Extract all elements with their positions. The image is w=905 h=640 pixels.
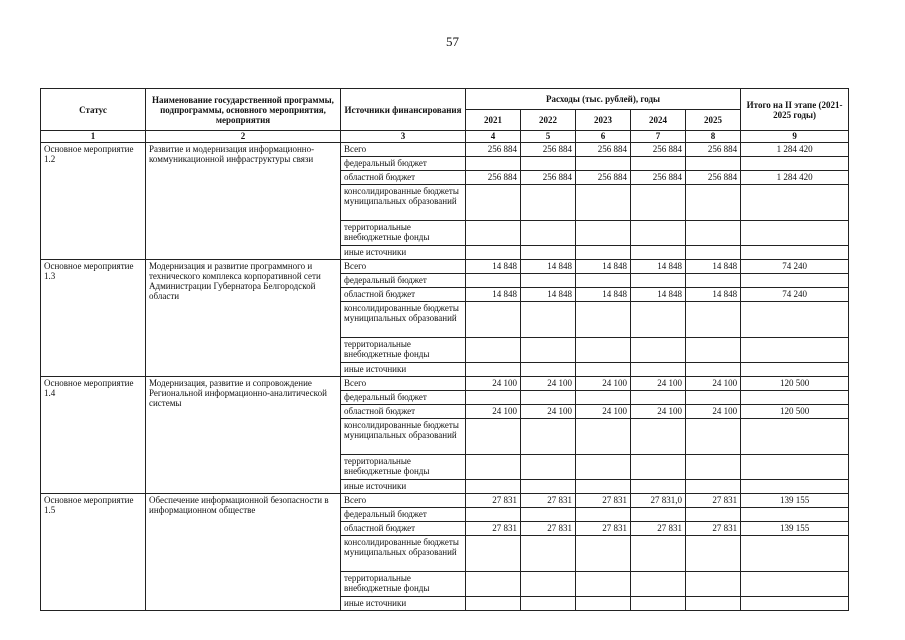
row-total-value bbox=[741, 572, 849, 597]
row-year-value bbox=[521, 391, 576, 405]
row-year-value bbox=[576, 419, 631, 455]
row-year-value bbox=[631, 157, 686, 171]
row-total-value bbox=[741, 455, 849, 480]
page-number: 57 bbox=[446, 34, 459, 49]
row-year-value bbox=[686, 480, 741, 494]
row-year-value bbox=[631, 508, 686, 522]
row-year-value bbox=[576, 246, 631, 260]
row-year-value bbox=[466, 246, 521, 260]
row-year-value bbox=[631, 455, 686, 480]
row-source: областной бюджет bbox=[341, 171, 466, 185]
row-year-value bbox=[521, 221, 576, 246]
row-status: Основное мероприятие 1.4 bbox=[41, 377, 146, 494]
row-year-value bbox=[631, 597, 686, 611]
table-body bbox=[41, 143, 849, 611]
row-total-value: 120 500 bbox=[741, 377, 849, 391]
row-source: областной бюджет bbox=[341, 405, 466, 419]
row-year-value bbox=[466, 597, 521, 611]
row-year-value bbox=[466, 572, 521, 597]
row-year-value: 256 884 bbox=[466, 143, 521, 157]
row-year-value: 14 848 bbox=[466, 288, 521, 302]
row-year-value: 256 884 bbox=[521, 171, 576, 185]
row-year-value bbox=[576, 302, 631, 338]
row-year-value bbox=[686, 221, 741, 246]
row-source: областной бюджет bbox=[341, 288, 466, 302]
row-year-value bbox=[631, 391, 686, 405]
table-row bbox=[41, 377, 849, 391]
row-year-value bbox=[576, 508, 631, 522]
row-year-value: 24 100 bbox=[521, 405, 576, 419]
row-year-value bbox=[686, 419, 741, 455]
row-year-value bbox=[466, 221, 521, 246]
row-source: федеральный бюджет bbox=[341, 274, 466, 288]
row-year-value bbox=[521, 508, 576, 522]
row-year-value bbox=[631, 246, 686, 260]
row-source: Всего bbox=[341, 494, 466, 508]
row-year-value: 14 848 bbox=[631, 288, 686, 302]
row-year-value bbox=[686, 274, 741, 288]
row-status: Основное мероприятие 1.2 bbox=[41, 143, 146, 260]
row-total-value bbox=[741, 274, 849, 288]
row-source: Всего bbox=[341, 143, 466, 157]
row-year-value bbox=[576, 338, 631, 363]
row-source: иные источники bbox=[341, 246, 466, 260]
row-year-value: 14 848 bbox=[686, 260, 741, 274]
row-year-value: 27 831 bbox=[466, 522, 521, 536]
header-sources: Источники финансирования bbox=[341, 89, 466, 131]
row-year-value bbox=[521, 536, 576, 572]
column-number: 5 bbox=[521, 131, 576, 143]
row-year-value: 14 848 bbox=[631, 260, 686, 274]
row-year-value bbox=[576, 157, 631, 171]
row-year-value bbox=[466, 302, 521, 338]
row-year-value bbox=[521, 597, 576, 611]
row-year-value: 27 831 bbox=[576, 522, 631, 536]
row-year-value: 256 884 bbox=[686, 171, 741, 185]
row-year-value bbox=[631, 419, 686, 455]
row-year-value bbox=[686, 536, 741, 572]
row-year-value bbox=[576, 363, 631, 377]
header-status: Статус bbox=[41, 89, 146, 131]
table-row bbox=[41, 143, 849, 157]
row-year-value bbox=[631, 536, 686, 572]
row-year-value bbox=[576, 274, 631, 288]
row-year-value bbox=[576, 455, 631, 480]
row-total-value: 139 155 bbox=[741, 522, 849, 536]
row-source: территориальные внебюджетные фонды bbox=[341, 572, 466, 597]
row-source: Всего bbox=[341, 260, 466, 274]
row-total-value bbox=[741, 157, 849, 171]
column-number: 1 bbox=[41, 131, 146, 143]
row-year-value: 24 100 bbox=[686, 405, 741, 419]
row-total-value bbox=[741, 246, 849, 260]
row-year-value bbox=[686, 185, 741, 221]
row-total-value bbox=[741, 419, 849, 455]
row-year-value bbox=[466, 185, 521, 221]
row-source: Всего bbox=[341, 377, 466, 391]
row-total-value bbox=[741, 391, 849, 405]
row-year-value: 24 100 bbox=[686, 377, 741, 391]
row-year-value bbox=[576, 185, 631, 221]
row-year-value: 27 831 bbox=[521, 494, 576, 508]
row-year-value bbox=[466, 391, 521, 405]
row-program-name: Модернизация, развитие и сопровождение Региональной информационно-аналитической системы bbox=[146, 377, 341, 494]
row-year-value: 256 884 bbox=[576, 143, 631, 157]
row-source: территориальные внебюджетные фонды bbox=[341, 338, 466, 363]
row-year-value bbox=[466, 274, 521, 288]
row-source: территориальные внебюджетные фонды bbox=[341, 221, 466, 246]
row-year-value bbox=[466, 419, 521, 455]
column-number: 6 bbox=[576, 131, 631, 143]
row-year-value bbox=[521, 419, 576, 455]
row-year-value bbox=[466, 455, 521, 480]
column-number: 8 bbox=[686, 131, 741, 143]
row-year-value bbox=[576, 536, 631, 572]
row-year-value: 256 884 bbox=[576, 171, 631, 185]
row-year-value bbox=[686, 302, 741, 338]
row-program-name: Обеспечение информационной безопасности в информационном обществе bbox=[146, 494, 341, 611]
row-total-value bbox=[741, 302, 849, 338]
row-year-value: 256 884 bbox=[466, 171, 521, 185]
row-total-value: 74 240 bbox=[741, 260, 849, 274]
row-source: иные источники bbox=[341, 363, 466, 377]
row-total-value bbox=[741, 338, 849, 363]
row-year-value bbox=[686, 246, 741, 260]
row-year-value bbox=[521, 363, 576, 377]
header-year: 2023 bbox=[576, 110, 631, 131]
row-year-value: 27 831 bbox=[631, 522, 686, 536]
row-source: консолидированные бюджеты муниципальных образований bbox=[341, 536, 466, 572]
row-source: консолидированные бюджеты муниципальных образований bbox=[341, 302, 466, 338]
row-year-value bbox=[631, 302, 686, 338]
row-year-value bbox=[576, 391, 631, 405]
row-total-value: 1 284 420 bbox=[741, 171, 849, 185]
row-year-value bbox=[686, 391, 741, 405]
row-total-value bbox=[741, 185, 849, 221]
row-year-value: 256 884 bbox=[521, 143, 576, 157]
row-year-value bbox=[521, 572, 576, 597]
column-number: 9 bbox=[741, 131, 849, 143]
row-year-value: 27 831 bbox=[686, 494, 741, 508]
row-year-value: 27 831 bbox=[686, 522, 741, 536]
row-year-value bbox=[576, 221, 631, 246]
row-source: федеральный бюджет bbox=[341, 391, 466, 405]
budget-table bbox=[40, 88, 849, 611]
row-year-value: 14 848 bbox=[466, 260, 521, 274]
row-source: иные источники bbox=[341, 597, 466, 611]
row-year-value bbox=[686, 597, 741, 611]
header-year: 2025 bbox=[686, 110, 741, 131]
row-year-value: 24 100 bbox=[521, 377, 576, 391]
row-year-value bbox=[576, 480, 631, 494]
row-year-value bbox=[631, 185, 686, 221]
row-year-value: 27 831,0 bbox=[631, 494, 686, 508]
row-source: территориальные внебюджетные фонды bbox=[341, 455, 466, 480]
row-total-value bbox=[741, 536, 849, 572]
row-year-value: 27 831 bbox=[521, 522, 576, 536]
header-expenses: Расходы (тыс. рублей), годы bbox=[466, 89, 741, 110]
row-year-value bbox=[521, 338, 576, 363]
row-year-value bbox=[686, 157, 741, 171]
row-year-value bbox=[686, 338, 741, 363]
row-status: Основное мероприятие 1.5 bbox=[41, 494, 146, 611]
row-year-value: 24 100 bbox=[466, 405, 521, 419]
row-total-value bbox=[741, 363, 849, 377]
row-year-value: 24 100 bbox=[576, 405, 631, 419]
row-year-value bbox=[631, 572, 686, 597]
header-year: 2024 bbox=[631, 110, 686, 131]
row-year-value: 14 848 bbox=[521, 260, 576, 274]
row-year-value: 14 848 bbox=[686, 288, 741, 302]
row-source: федеральный бюджет bbox=[341, 508, 466, 522]
row-status: Основное мероприятие 1.3 bbox=[41, 260, 146, 377]
row-year-value bbox=[466, 363, 521, 377]
row-year-value bbox=[686, 508, 741, 522]
row-year-value: 256 884 bbox=[686, 143, 741, 157]
row-year-value bbox=[521, 185, 576, 221]
row-source: консолидированные бюджеты муниципальных образований bbox=[341, 185, 466, 221]
row-year-value bbox=[466, 508, 521, 522]
row-source: федеральный бюджет bbox=[341, 157, 466, 171]
header-program-name: Наименование государственной программы, подпрограммы, основного мероприятия, мероприятия bbox=[146, 89, 341, 131]
row-year-value bbox=[466, 480, 521, 494]
row-total-value: 139 155 bbox=[741, 494, 849, 508]
row-total-value bbox=[741, 508, 849, 522]
row-year-value bbox=[466, 157, 521, 171]
column-number: 2 bbox=[146, 131, 341, 143]
row-year-value bbox=[631, 338, 686, 363]
row-program-name: Модернизация и развитие программного и технического комплекса корпоративной сети Администрации Губернатора Белгородской области bbox=[146, 260, 341, 377]
table-row bbox=[41, 494, 849, 508]
row-year-value bbox=[686, 363, 741, 377]
column-number: 7 bbox=[631, 131, 686, 143]
row-year-value: 256 884 bbox=[631, 171, 686, 185]
row-total-value: 120 500 bbox=[741, 405, 849, 419]
row-year-value: 24 100 bbox=[631, 405, 686, 419]
table-row bbox=[41, 260, 849, 274]
row-year-value bbox=[521, 480, 576, 494]
row-year-value: 24 100 bbox=[631, 377, 686, 391]
row-year-value bbox=[521, 157, 576, 171]
row-year-value bbox=[686, 572, 741, 597]
row-year-value: 14 848 bbox=[576, 288, 631, 302]
row-total-value: 74 240 bbox=[741, 288, 849, 302]
row-year-value bbox=[521, 246, 576, 260]
row-year-value bbox=[631, 221, 686, 246]
row-year-value: 27 831 bbox=[466, 494, 521, 508]
row-year-value: 24 100 bbox=[466, 377, 521, 391]
row-year-value bbox=[466, 338, 521, 363]
row-year-value bbox=[576, 597, 631, 611]
column-number: 3 bbox=[341, 131, 466, 143]
row-year-value bbox=[521, 455, 576, 480]
row-total-value: 1 284 420 bbox=[741, 143, 849, 157]
row-year-value: 14 848 bbox=[521, 288, 576, 302]
row-source: иные источники bbox=[341, 480, 466, 494]
row-year-value: 14 848 bbox=[576, 260, 631, 274]
row-total-value bbox=[741, 480, 849, 494]
row-source: областной бюджет bbox=[341, 522, 466, 536]
row-year-value bbox=[631, 274, 686, 288]
row-total-value bbox=[741, 221, 849, 246]
row-source: консолидированные бюджеты муниципальных образований bbox=[341, 419, 466, 455]
header-year: 2021 bbox=[466, 110, 521, 131]
row-year-value bbox=[521, 274, 576, 288]
row-year-value bbox=[686, 455, 741, 480]
row-year-value: 24 100 bbox=[576, 377, 631, 391]
row-year-value bbox=[631, 480, 686, 494]
row-year-value: 256 884 bbox=[631, 143, 686, 157]
column-number: 4 bbox=[466, 131, 521, 143]
row-year-value: 27 831 bbox=[576, 494, 631, 508]
row-program-name: Развитие и модернизация информационно-коммуникационной инфраструктуры связи bbox=[146, 143, 341, 260]
row-year-value bbox=[521, 302, 576, 338]
row-year-value bbox=[466, 536, 521, 572]
row-total-value bbox=[741, 597, 849, 611]
header-total: Итого на II этапе (2021-2025 годы) bbox=[741, 89, 849, 131]
row-year-value bbox=[631, 363, 686, 377]
header-year: 2022 bbox=[521, 110, 576, 131]
row-year-value bbox=[576, 572, 631, 597]
